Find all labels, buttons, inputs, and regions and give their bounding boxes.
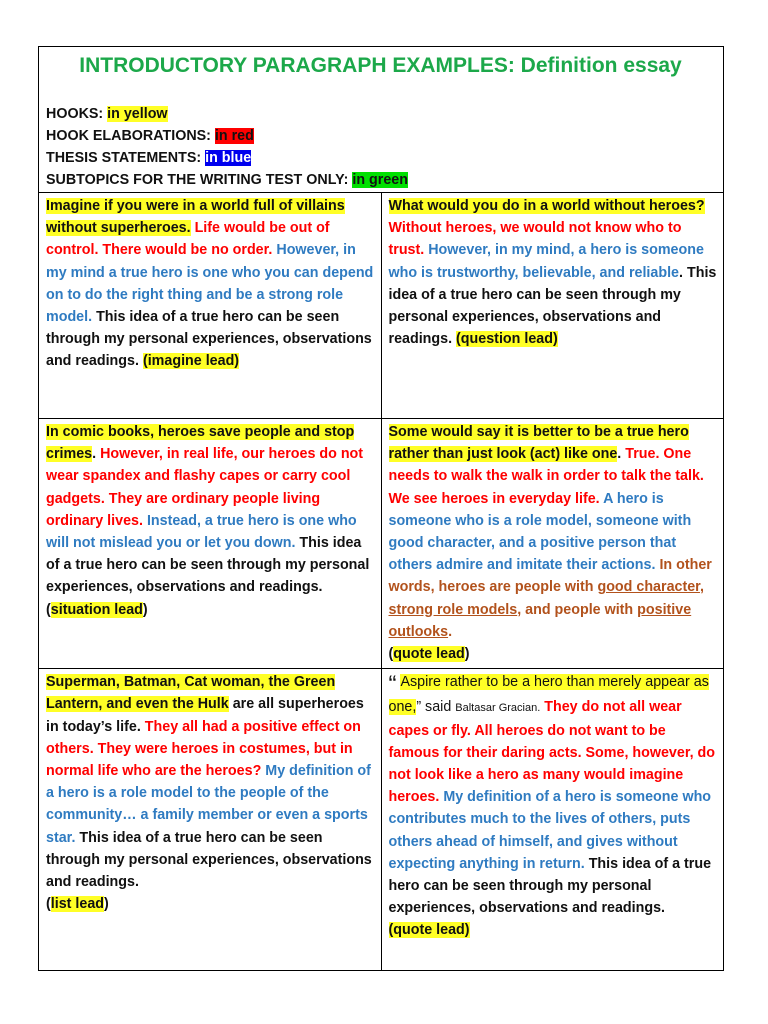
author-name: Baltasar Gracian.	[455, 702, 541, 715]
body-text: This idea of a true hero can be seen through my personal experiences, observations and readings.	[46, 829, 372, 891]
legend-hooks	[46, 103, 715, 125]
lead-label: (quote lead)	[388, 922, 470, 939]
elaboration-text: They do not all wear capes or fly. All heroes do not want to be famous for their daring acts. Some, however, do not look like a hero as many would imagine heroes.	[388, 699, 716, 806]
subtopic-end: .	[448, 623, 453, 640]
thesis-text: My definition of a hero is someone who contributes much to the lives of others, puts others ahead of himself, and gives without expecting anything in return.	[388, 789, 712, 872]
example-quote-lead-2	[381, 669, 724, 971]
legend-hooks-key: in yellow	[107, 106, 168, 122]
legend-subtopics	[46, 169, 715, 191]
body-text: This idea of a true hero can be seen through my personal experiences, observations and readings.	[388, 855, 712, 917]
example-list-lead	[39, 669, 382, 971]
legend-thesis-label: THESIS STATEMENTS:	[46, 150, 206, 166]
legend-sub-label: SUBTOPICS FOR THE WRITING TEST ONLY:	[46, 172, 353, 188]
thesis-text: My definition of a hero is a role model to the people of the community… a family member or even a sports star.	[46, 763, 371, 846]
example-imagine-lead	[39, 193, 382, 419]
hook-text: Superman, Batman, Cat woman, the Green Lantern, and even the Hulk	[46, 674, 336, 713]
subtopic-1: good character	[597, 579, 700, 596]
hook-text: Imagine if you were in a world full of villains without superheroes.	[46, 198, 345, 237]
body-text: This idea of a true hero can be seen through my personal experiences, observations and readings.	[46, 309, 372, 370]
example-question-lead	[381, 193, 724, 419]
elaboration-text: Life would be out of control. There would be no order.	[46, 220, 330, 259]
hook-text: What would you do in a world without heroes?	[388, 198, 705, 214]
legend-hooks-label: HOOKS:	[46, 106, 108, 122]
example-situation-lead	[39, 419, 382, 669]
example-quote-lead-1	[381, 419, 724, 669]
legend-elab-key: in red	[214, 128, 254, 144]
legend-elaborations	[46, 125, 715, 147]
period: .	[679, 264, 683, 281]
thesis-text: However, in my mind a true hero is one who you can depend on to do the right thing and be a strong role model.	[46, 242, 374, 326]
period: .	[617, 446, 622, 463]
legend-thesis-key: in blue	[205, 150, 252, 166]
legend-sub-key: in green	[352, 172, 408, 188]
document-page	[38, 46, 724, 971]
body-text: This idea of a true hero can be seen through my personal experiences, observations and readings.	[46, 535, 370, 596]
thesis-text: Instead, a true hero is one who will not mislead you or let you down.	[46, 512, 357, 552]
body-text: This idea of a true hero can be seen through my personal experiences, observations and readings.	[388, 264, 717, 348]
subtopics-intro: In other words, heroes are people with	[388, 557, 712, 596]
period: .	[92, 446, 97, 463]
examples-table	[38, 46, 724, 971]
hook-text-continued: are all superheroes in today’s life.	[46, 696, 364, 735]
lead-label: quote lead	[393, 646, 465, 663]
subtopic-3: positive outlooks	[388, 601, 692, 640]
subtopic-2: strong role models	[388, 601, 518, 618]
lead-label: list lead	[50, 896, 105, 913]
hook-text: Some would say it is better to be a true hero rather than just look (act) like one	[388, 424, 689, 463]
legend-elab-label: HOOK ELABORATIONS:	[46, 128, 215, 144]
elaboration-text: They all had a positive effect on others. They were heroes in costumes, but in normal life who are the heroes?	[46, 718, 361, 780]
thesis-text: A hero is someone who is a role model, someone with good character, and a positive person that others admire and imitate their actions.	[388, 490, 692, 574]
paren-close: )	[104, 896, 109, 913]
lead-label: (question lead)	[456, 331, 558, 348]
hook-text: Aspire rather to be a hero than merely appear as one,	[388, 674, 709, 716]
subtopic-comma: ,	[699, 579, 704, 596]
subtopic-and: , and people with	[517, 601, 634, 618]
paren-close: )	[142, 601, 148, 618]
hook-text: In comic books, heroes save people and stop crimes	[46, 424, 355, 463]
lead-label: situation lead	[50, 601, 143, 618]
paren-close: )	[464, 646, 470, 663]
lead-label: (imagine lead)	[142, 353, 240, 370]
elaboration-text: However, in real life, our heroes do not wear spandex and flashy capes or carry cool gadgets. They are ordinary people living ordinary lives.	[46, 446, 364, 529]
legend-thesis	[46, 147, 715, 169]
paren-open: (	[46, 896, 51, 913]
header-cell	[39, 47, 724, 193]
paren-open: (	[46, 601, 51, 618]
page-title: INTRODUCTORY PARAGRAPH EXAMPLES: Definition essay	[79, 54, 682, 77]
elaboration-text: True. One needs to walk the walk in order to talk the talk. We see heroes in everyday life.	[388, 446, 704, 507]
paren-open: (	[388, 646, 394, 663]
elaboration-text: Without heroes, we would not know who to trust.	[388, 220, 682, 259]
open-quote-mark: “	[388, 671, 397, 699]
said-text: ” said	[416, 699, 452, 716]
thesis-text: However, in my mind, a hero is someone who is trustworthy, believable, and reliable	[388, 242, 704, 281]
